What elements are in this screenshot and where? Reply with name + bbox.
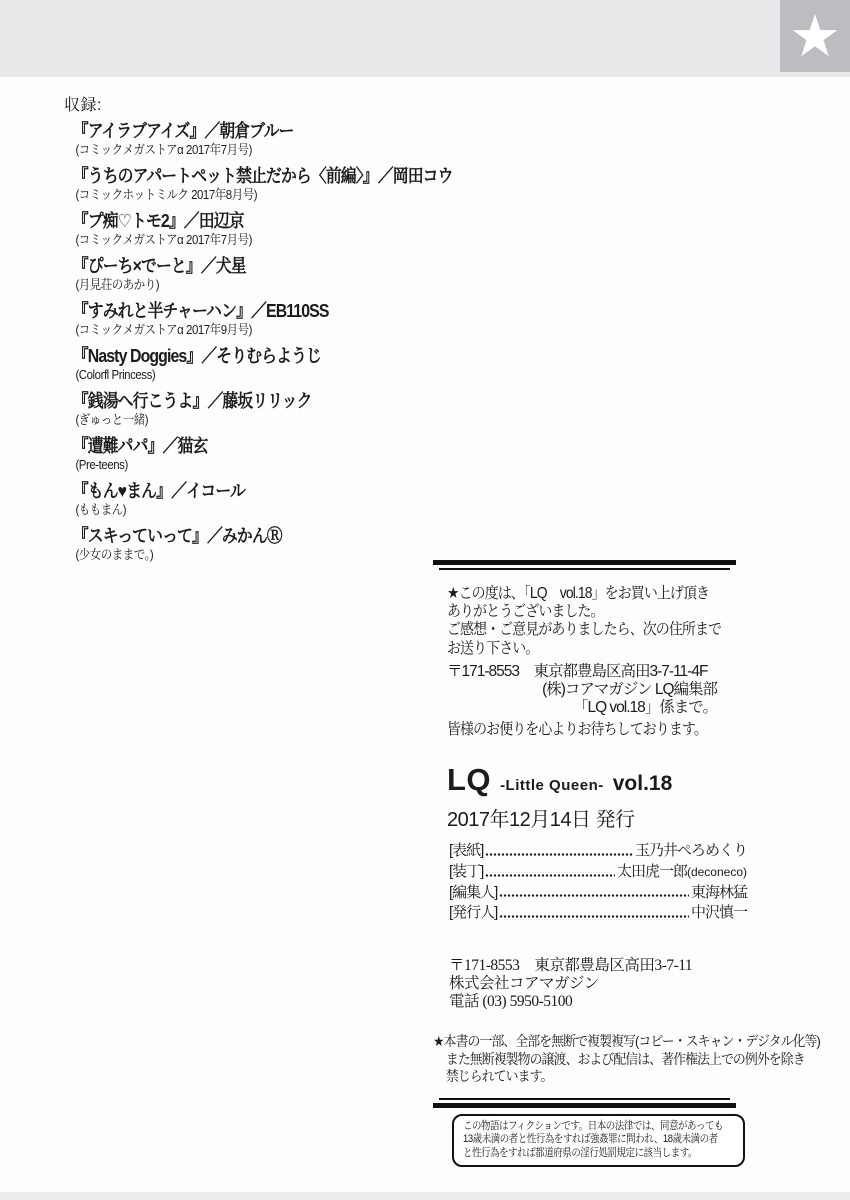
- thanks-line: ありがとうございました。: [447, 603, 604, 621]
- publication-title: [447, 762, 672, 798]
- toc-entry-title: 『銭湯へ行こうよ』／藤坂リリック: [72, 391, 312, 411]
- star-badge: [780, 0, 850, 72]
- thanks-note: [447, 585, 747, 740]
- divider-double-rule-bottom: [433, 1098, 736, 1108]
- thanks-line: ★この度は、「LQ vol.18」をお買い上げ頂き: [447, 585, 710, 602]
- credit-row: [449, 883, 747, 904]
- dot-leader: [485, 874, 615, 877]
- thanks-line: お送り下さい。: [447, 639, 539, 657]
- title-main: LQ: [447, 762, 492, 797]
- credit-name: 玉乃井ぺろめくり: [634, 842, 747, 859]
- toc-entry-title: 『プ痴♡トモ2』／田辺京: [72, 211, 244, 231]
- dot-leader: [499, 894, 689, 897]
- dot-leader: [499, 915, 689, 918]
- credit-name-suffix: (deconeco): [686, 864, 747, 879]
- toc-entry: [64, 211, 449, 248]
- publication-date: 2017年12月14日 発行: [447, 809, 635, 831]
- toc-entry-source: (コミックメガストアα 2017年9月号): [75, 322, 253, 337]
- toc-entry-source: (月見荘のあかり): [75, 277, 160, 292]
- rule-thin: [439, 1098, 730, 1100]
- toc-entry: [64, 526, 449, 563]
- toc-entry-source: (少女のままで。): [75, 547, 154, 562]
- toc-entry-source: (ももまん): [75, 502, 127, 517]
- credit-label: [編集人]: [449, 883, 498, 901]
- copyright-line: 禁じられています。: [445, 1068, 553, 1085]
- toc-entry-title: 『うちのアパートペット禁止だから〈前編〉』／岡田コウ: [72, 166, 453, 186]
- credit-row: [449, 862, 747, 883]
- disclaimer-line: と性行為をすれば都道府県の淫行処罰規定に該当します。: [463, 1146, 698, 1159]
- publisher-postal: 〒171-8553 東京都豊島区高田3-7-11: [449, 957, 693, 974]
- disclaimer-line: この物語はフィクションです。日本の法律では、同意があっても: [463, 1120, 724, 1132]
- toc-list: [64, 97, 453, 571]
- toc-entry-title: 『スキっていって』／みかんⓇ: [72, 526, 282, 546]
- toc-entry-title: 『もん♥まん』／イコール: [72, 481, 245, 501]
- mail-address-block: [447, 663, 717, 718]
- mail-address-attn: 「LQ vol.18」係まで。: [572, 699, 717, 717]
- toc-entry: [64, 481, 449, 518]
- title-volume: vol.18: [612, 772, 673, 795]
- credit-label: [装丁]: [449, 862, 484, 880]
- toc-entry: [64, 301, 449, 338]
- toc-entry-title: 『ぴーち×でーと』／犬星: [72, 256, 246, 276]
- rule-thin: [439, 568, 730, 570]
- rule-thick: [433, 1103, 736, 1108]
- credits-list: [449, 841, 747, 924]
- title-subtitle: -Little Queen-: [500, 777, 604, 794]
- publisher-company: 株式会社コアマガジン: [449, 975, 599, 993]
- mail-address-postal: 〒171-8553 東京都豊島区高田3-7-11-4F: [447, 662, 708, 680]
- credit-label: [発行人]: [449, 904, 498, 922]
- publisher-address: [449, 957, 749, 1012]
- dot-leader: [485, 853, 633, 856]
- footer-band: [0, 1192, 850, 1200]
- toc-entry-title: 『遭難パパ』／猫玄: [72, 436, 208, 456]
- toc-entry-source: (ぎゅっと一緒): [75, 412, 149, 427]
- fiction-disclaimer-box: [452, 1114, 745, 1167]
- thanks-line: ご感想・ご意見がありましたら、次の住所まで: [447, 621, 722, 639]
- disclaimer-line: 13歳未満の者と性行為をすれば強姦罪に問われ、18歳未満の者: [463, 1133, 718, 1146]
- copyright-notice: [433, 1033, 828, 1086]
- credit-name: 中沢慎一: [690, 904, 747, 922]
- toc-entry-source: (Pre-teens): [75, 457, 128, 472]
- toc-heading: 収録:: [64, 97, 102, 114]
- toc-entry: [64, 166, 453, 203]
- toc-entry-source: (コミックメガストアα 2017年7月号): [75, 142, 253, 157]
- toc-entry: [64, 121, 449, 158]
- credit-label: [表紙]: [449, 842, 484, 859]
- credit-name: 太田虎一郎: [616, 862, 687, 880]
- toc-entry-source: (Colorfl Princess): [75, 367, 156, 382]
- toc-entry-title: 『すみれと半チャーハン』／EB110SS: [72, 301, 329, 321]
- copyright-line: また無断複製物の譲渡、および配信は、著作権法上での例外を除き: [445, 1050, 805, 1067]
- mail-address-company: (株)コアマガジン LQ編集部: [542, 681, 717, 699]
- divider-double-rule-top: [433, 560, 736, 570]
- credit-name: 東海林猛: [690, 883, 747, 901]
- toc-entry: [64, 256, 449, 293]
- star-icon: ★: [789, 2, 841, 70]
- toc-entry: [64, 391, 449, 428]
- publisher-phone: 電話 (03) 5950-5100: [449, 993, 573, 1011]
- thanks-closing: 皆様のお便りを心よりお待ちしております。: [447, 721, 707, 739]
- toc-entry: [64, 436, 449, 473]
- toc-entry-source: (コミックメガストアα 2017年7月号): [75, 232, 253, 247]
- toc-entry-title: 『Nasty Doggies』／そりむらようじ: [72, 346, 322, 366]
- credit-row: [449, 903, 747, 924]
- copyright-line: ★本書の一部、全部を無断で複製複写(コピー・スキャン・デジタル化等): [433, 1033, 820, 1049]
- toc-entry-source: (コミックホットミルク 2017年8月号): [75, 187, 258, 202]
- credit-row: [449, 841, 747, 862]
- toc-entry: [64, 346, 449, 383]
- toc-entry-title: 『アイラブアイズ』／朝倉ブルー: [72, 121, 294, 141]
- header-band: [0, 0, 850, 77]
- rule-thick: [433, 560, 736, 565]
